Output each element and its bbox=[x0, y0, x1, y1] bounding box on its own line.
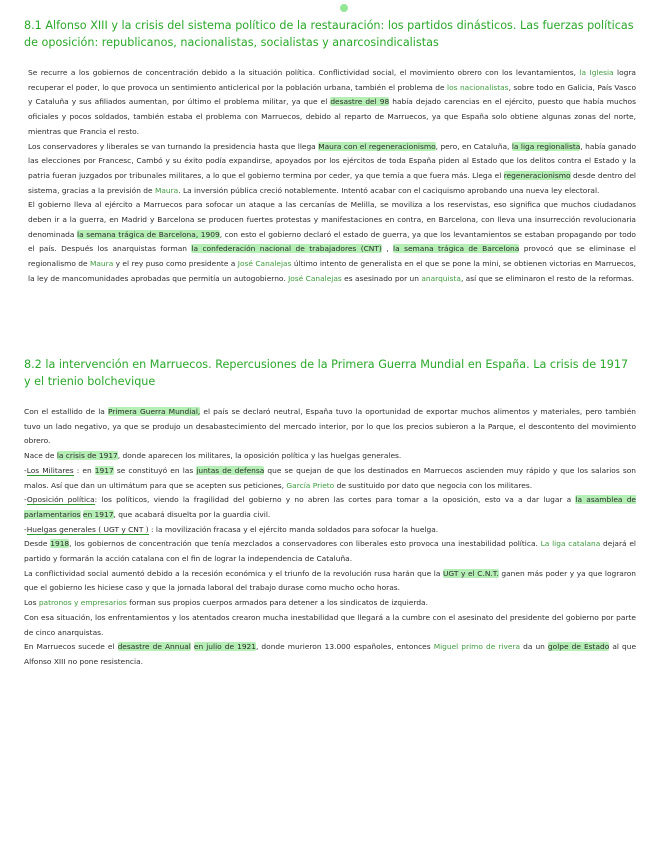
paragraph: -Los Militares : en 1917 se constituyó en las juntas de defensa que se quejan de que los destinados en Marruecos ascienden muy rápido y que los salarios son malos. Así que dan un ultimátum para que se acepten sus peticiones, García Prieto de sustituido por dato que negocia con los militares. bbox=[24, 465, 636, 490]
section-1-body bbox=[28, 66, 636, 287]
section-2-heading: 8.2 la intervención en Marruecos. Repercusiones de la Primera Guerra Mundial en España. La crisis de 1917 y el trienio bolchevique bbox=[24, 358, 629, 388]
section-1-heading: 8.1 Alfonso XIII y la crisis del sistema político de la restauración: los partidos dinásticos. Las fuerzas políticas de oposición: republicanos, nacionalistas, socialistas y anarcosindicalistas bbox=[24, 19, 634, 49]
paragraph: Con esa situación, los enfrentamientos y los atentados crearon mucha inestabilidad que llegará a la cumbre con el asesinato del presidente del gobierno por parte de cinco anarquistas. bbox=[24, 612, 636, 637]
paragraph: Los patronos y empresarios forman sus propios cuerpos armados para detener a los sindicatos de izquierda. bbox=[24, 598, 428, 608]
paragraph: En Marruecos sucede el desastre de Annual en julio de 1921, donde murieron 13.000 españoles, entonces Miguel primo de rivera da un golpe de Estado al que Alfonso XIII no pone resistencia. bbox=[24, 642, 637, 666]
paragraph: El gobierno lleva al ejército a Marruecos para sofocar un ataque a las cercanías de Melilla, se moviliza a los reservistas, eso significa que muchos ciudadanos deben ir a la guerra, en Madrid y Barcelona se producen fuertes protestas y manifestaciones en contra, en Barcelona, con lleva una insurrección revolucionaria denominada la semana trágica de Barcelona, 1909, con esto el gobierno declaró el estado de guerra, ya que los levantamientos se estaban propagando por todo el país. Después los anarquistas forman la confederación nacional de trabajadores (CNT) , la semana trágica de Barcelona provocó que se eliminase el regionalismo de Maura y el rey puso como presidente a José Canalejas último intento de generalista en el que se pone la mini, se obtienen victorias en Marruecos, la ley de mancomunidades aprobadas que permitía un autogobierno. José Canalejas es asesinado por un anarquista, así que se eliminaron el resto de la reformas. bbox=[28, 200, 636, 283]
paragraph: -Huelgas generales ( UGT y CNT ) : la movilización fracasa y el ejército manda soldados para sofocar la huelga. bbox=[24, 524, 439, 534]
paragraph: -Oposición política: los políticos, viendo la fragilidad del gobierno y no abren las cortes para tomar a la oposición, esto va a dar lugar a la asamblea de parlamentarios en 1917, que acabará disuelta por la guardia civil. bbox=[24, 495, 636, 519]
paragraph: Los conservadores y liberales se van turnando la presidencia hasta que llega Maura con el regeneracionismo, pero, en Cataluña, la liga regionalista, había ganado las elecciones por Francesc, Cambó y su éxito podía expandirse, apoyados por los ejércitos de toda España piden al Estado que los delitos contra el Estado y la patria fueran juzgados por tribunales militares, a lo que el gobierno termina por ceder, ya que temía a que fuera más. Llega el regeneracionismo desde dentro del sistema, gracias a la previsión de Maura. La inversión pública creció notablemente. Intentó acabar con el caciquismo aprobando una nueva ley electoral. bbox=[28, 141, 637, 195]
paragraph: Se recurre a los gobiernos de concentración debido a la situación política. Conflictividad social, el movimiento obrero con los levantamientos, la Iglesia logra recuperar el poder, lo que provoca un sentimiento anticlerical por la población urbana, también el problema de los nacionalistas, sobre todo en Galicia, País Vasco y Cataluña y sus afiliados aumentan, por último el problema militar, ya que el desastre del 98 había dejado carencias en el ejército, puesto que había muchos oficiales y pocos soldados, también estaba el problema con Marruecos, debido al reparto de Marruecos, ya que España solo obtiene algunas zonas del norte, mientras que Francia el resto. bbox=[28, 68, 636, 136]
paragraph: Desde 1918, los gobiernos de concentración que tenía mezclados a conservadores con liberales esto provoca una inestabilidad política. La liga catalana dejará el partido y formarán la acción catalana con el fin de lograr la independencia de Cataluña. bbox=[24, 539, 636, 564]
paragraph: Nace de la crisis de 1917, donde aparecen los militares, la oposición política y las huelgas generales. bbox=[24, 451, 402, 461]
section-2-body bbox=[24, 405, 636, 670]
paragraph: La conflictividad social aumentó debido a la recesión económica y el triunfo de la revolución rusa harán que la UGT y el C.N.T. ganen más poder y ya que lograron que el gobierno les hiciese caso y que la jornada laboral del trabajo durase como mucho ocho horas. bbox=[24, 568, 636, 593]
marker-dot bbox=[340, 4, 348, 12]
paragraph: Con el estallido de la Primera Guerra Mundial, el país se declaró neutral, España tuvo la oportunidad de exportar muchos alimentos y materiales, pero también tuvo un lado negativo, ya que se produjo un desabastecimiento del mercado interior, por lo que los precios subieron a la Parque, el descontento del movimiento obrero. bbox=[24, 407, 636, 446]
